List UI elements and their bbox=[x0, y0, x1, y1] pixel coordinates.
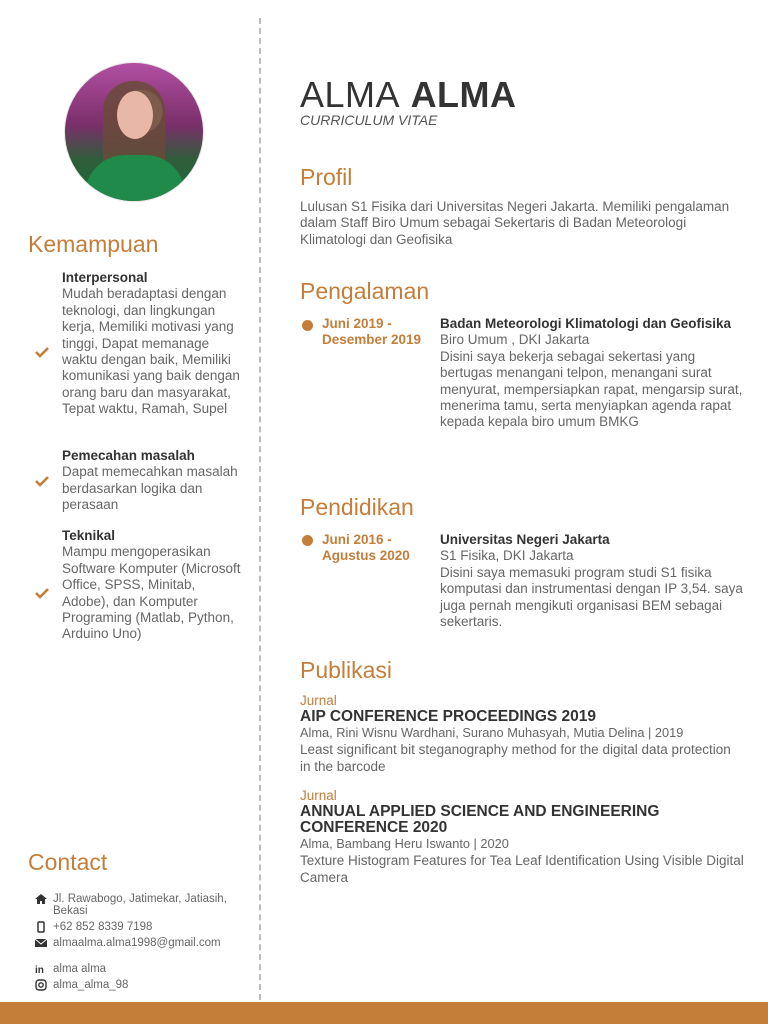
skill-item-problem-solving bbox=[62, 448, 244, 514]
experience-description: Disini saya bekerja sebagai sekertasi yang bertugas menangani telpon, menangani surat menyurat, mempersiapkan rapat, mengarsip surat, menerima tamu, serta menyiapkan agenda rapat kepada kepala biro umum BMKG bbox=[440, 348, 743, 430]
skill-name: Pemecahan masalah bbox=[62, 448, 195, 463]
publication-item bbox=[300, 788, 745, 886]
skill-item-interpersonal bbox=[62, 270, 244, 418]
svg-text:in: in bbox=[35, 965, 44, 975]
education-role: S1 Fisika, DKI Jakarta bbox=[440, 548, 574, 564]
publication-description: Least significant bit steganography method for the digital data protection in the barcode bbox=[300, 742, 731, 774]
experience-entry bbox=[440, 316, 745, 431]
publication-authors: Alma, Rini Wisnu Wardhani, Surano Muhasyah, Mutia Delina | 2019 bbox=[300, 725, 684, 740]
profile-title: Profil bbox=[300, 164, 353, 190]
publication-kind: Jurnal bbox=[300, 788, 337, 803]
education-entry bbox=[440, 532, 745, 630]
experience-org: Badan Meteorologi Klimatologi dan Geofisika bbox=[440, 316, 732, 331]
profile-text: Lulusan S1 Fisika dari Universitas Negeri Jakarta. Memiliki pengalaman dalam Staff Biro Umum sebagai Sekertaris di Badan Meteorologi Klimatologi dan Geofisika bbox=[300, 199, 730, 247]
education-org: Universitas Negeri Jakarta bbox=[440, 532, 610, 547]
check-icon bbox=[34, 585, 50, 601]
contact-address: Jl. Rawabogo, Jatimekar, Jatiasih, Bekasi bbox=[34, 893, 243, 917]
publication-title: AIP CONFERENCE PROCEEDINGS 2019 bbox=[300, 708, 597, 725]
contact-email[interactable]: almaalma.alma1998@gmail.com bbox=[34, 937, 243, 949]
email-icon bbox=[34, 937, 48, 949]
education-description: Disini saya memasuki program studi S1 fisika komputasi dan instrumentasi dengan IP 3,54. saya juga pernah mengikuti organisasi BEM sebagai sekertaris. bbox=[440, 564, 743, 630]
publication-title: ANNUAL APPLIED SCIENCE AND ENGINEERING CONFERENCE 2020 bbox=[300, 803, 660, 836]
contact-instagram[interactable]: alma_alma_98 bbox=[34, 979, 243, 991]
publication-authors: Alma, Bambang Heru Iswanto | 2020 bbox=[300, 836, 509, 851]
publication-kind: Jurnal bbox=[300, 693, 337, 708]
footer-accent-bar bbox=[0, 1002, 768, 1024]
education-date: Juni 2016 - Agustus 2020 bbox=[322, 532, 410, 564]
experience-date: Juni 2019 - Desember 2019 bbox=[322, 316, 422, 348]
timeline-dot bbox=[302, 320, 313, 331]
timeline-dot bbox=[302, 535, 313, 546]
skill-description: Mudah beradaptasi dengan teknologi, dan lingkungan kerja, Memiliki motivasi yang tinggi, Dapat memanage waktu dengan baik, Memiliki komunikasi yang baik dengan orang baru dan masyarakat, Tepat waktu, Ramah, Supel bbox=[62, 286, 240, 417]
publication-description: Texture Histogram Features for Tea Leaf Identification Using Visible Digital Camera bbox=[300, 853, 744, 885]
skills-title: Kemampuan bbox=[28, 231, 159, 257]
first-name: ALMA bbox=[300, 74, 401, 115]
skill-description: Dapat memecahkan masalah berdasarkan logika dan perasaan bbox=[62, 464, 238, 513]
profile-photo bbox=[64, 62, 204, 202]
experience-title: Pengalaman bbox=[300, 278, 430, 304]
last-name: ALMA bbox=[410, 74, 517, 115]
contact-linkedin[interactable]: in alma alma bbox=[35, 963, 107, 975]
phone-icon bbox=[34, 921, 48, 933]
skill-item-technical bbox=[62, 528, 244, 643]
experience-role: Biro Umum , DKI Jakarta bbox=[440, 332, 590, 348]
publications-title: Publikasi bbox=[300, 657, 393, 683]
skill-name: Interpersonal bbox=[62, 270, 148, 285]
column-divider bbox=[259, 18, 261, 1000]
publication-item bbox=[300, 693, 745, 775]
check-icon bbox=[34, 473, 50, 489]
check-icon bbox=[34, 344, 50, 360]
contact-title: Contact bbox=[28, 849, 108, 875]
full-name bbox=[300, 74, 517, 116]
home-icon bbox=[34, 893, 48, 905]
skill-description: Mampu mengoperasikan Software Komputer (Microsoft Office, SPSS, Minitab, Adobe), dan Komputer Programing (Matlab, Python, Arduino Uno) bbox=[62, 544, 241, 642]
skill-name: Teknikal bbox=[62, 528, 116, 543]
instagram-icon bbox=[34, 979, 48, 991]
linkedin-icon bbox=[34, 963, 48, 975]
cv-subtitle: CURRICULUM VITAE bbox=[300, 112, 438, 128]
contact-phone[interactable]: +62 852 8339 7198 bbox=[34, 921, 243, 933]
education-title: Pendidikan bbox=[300, 494, 414, 520]
